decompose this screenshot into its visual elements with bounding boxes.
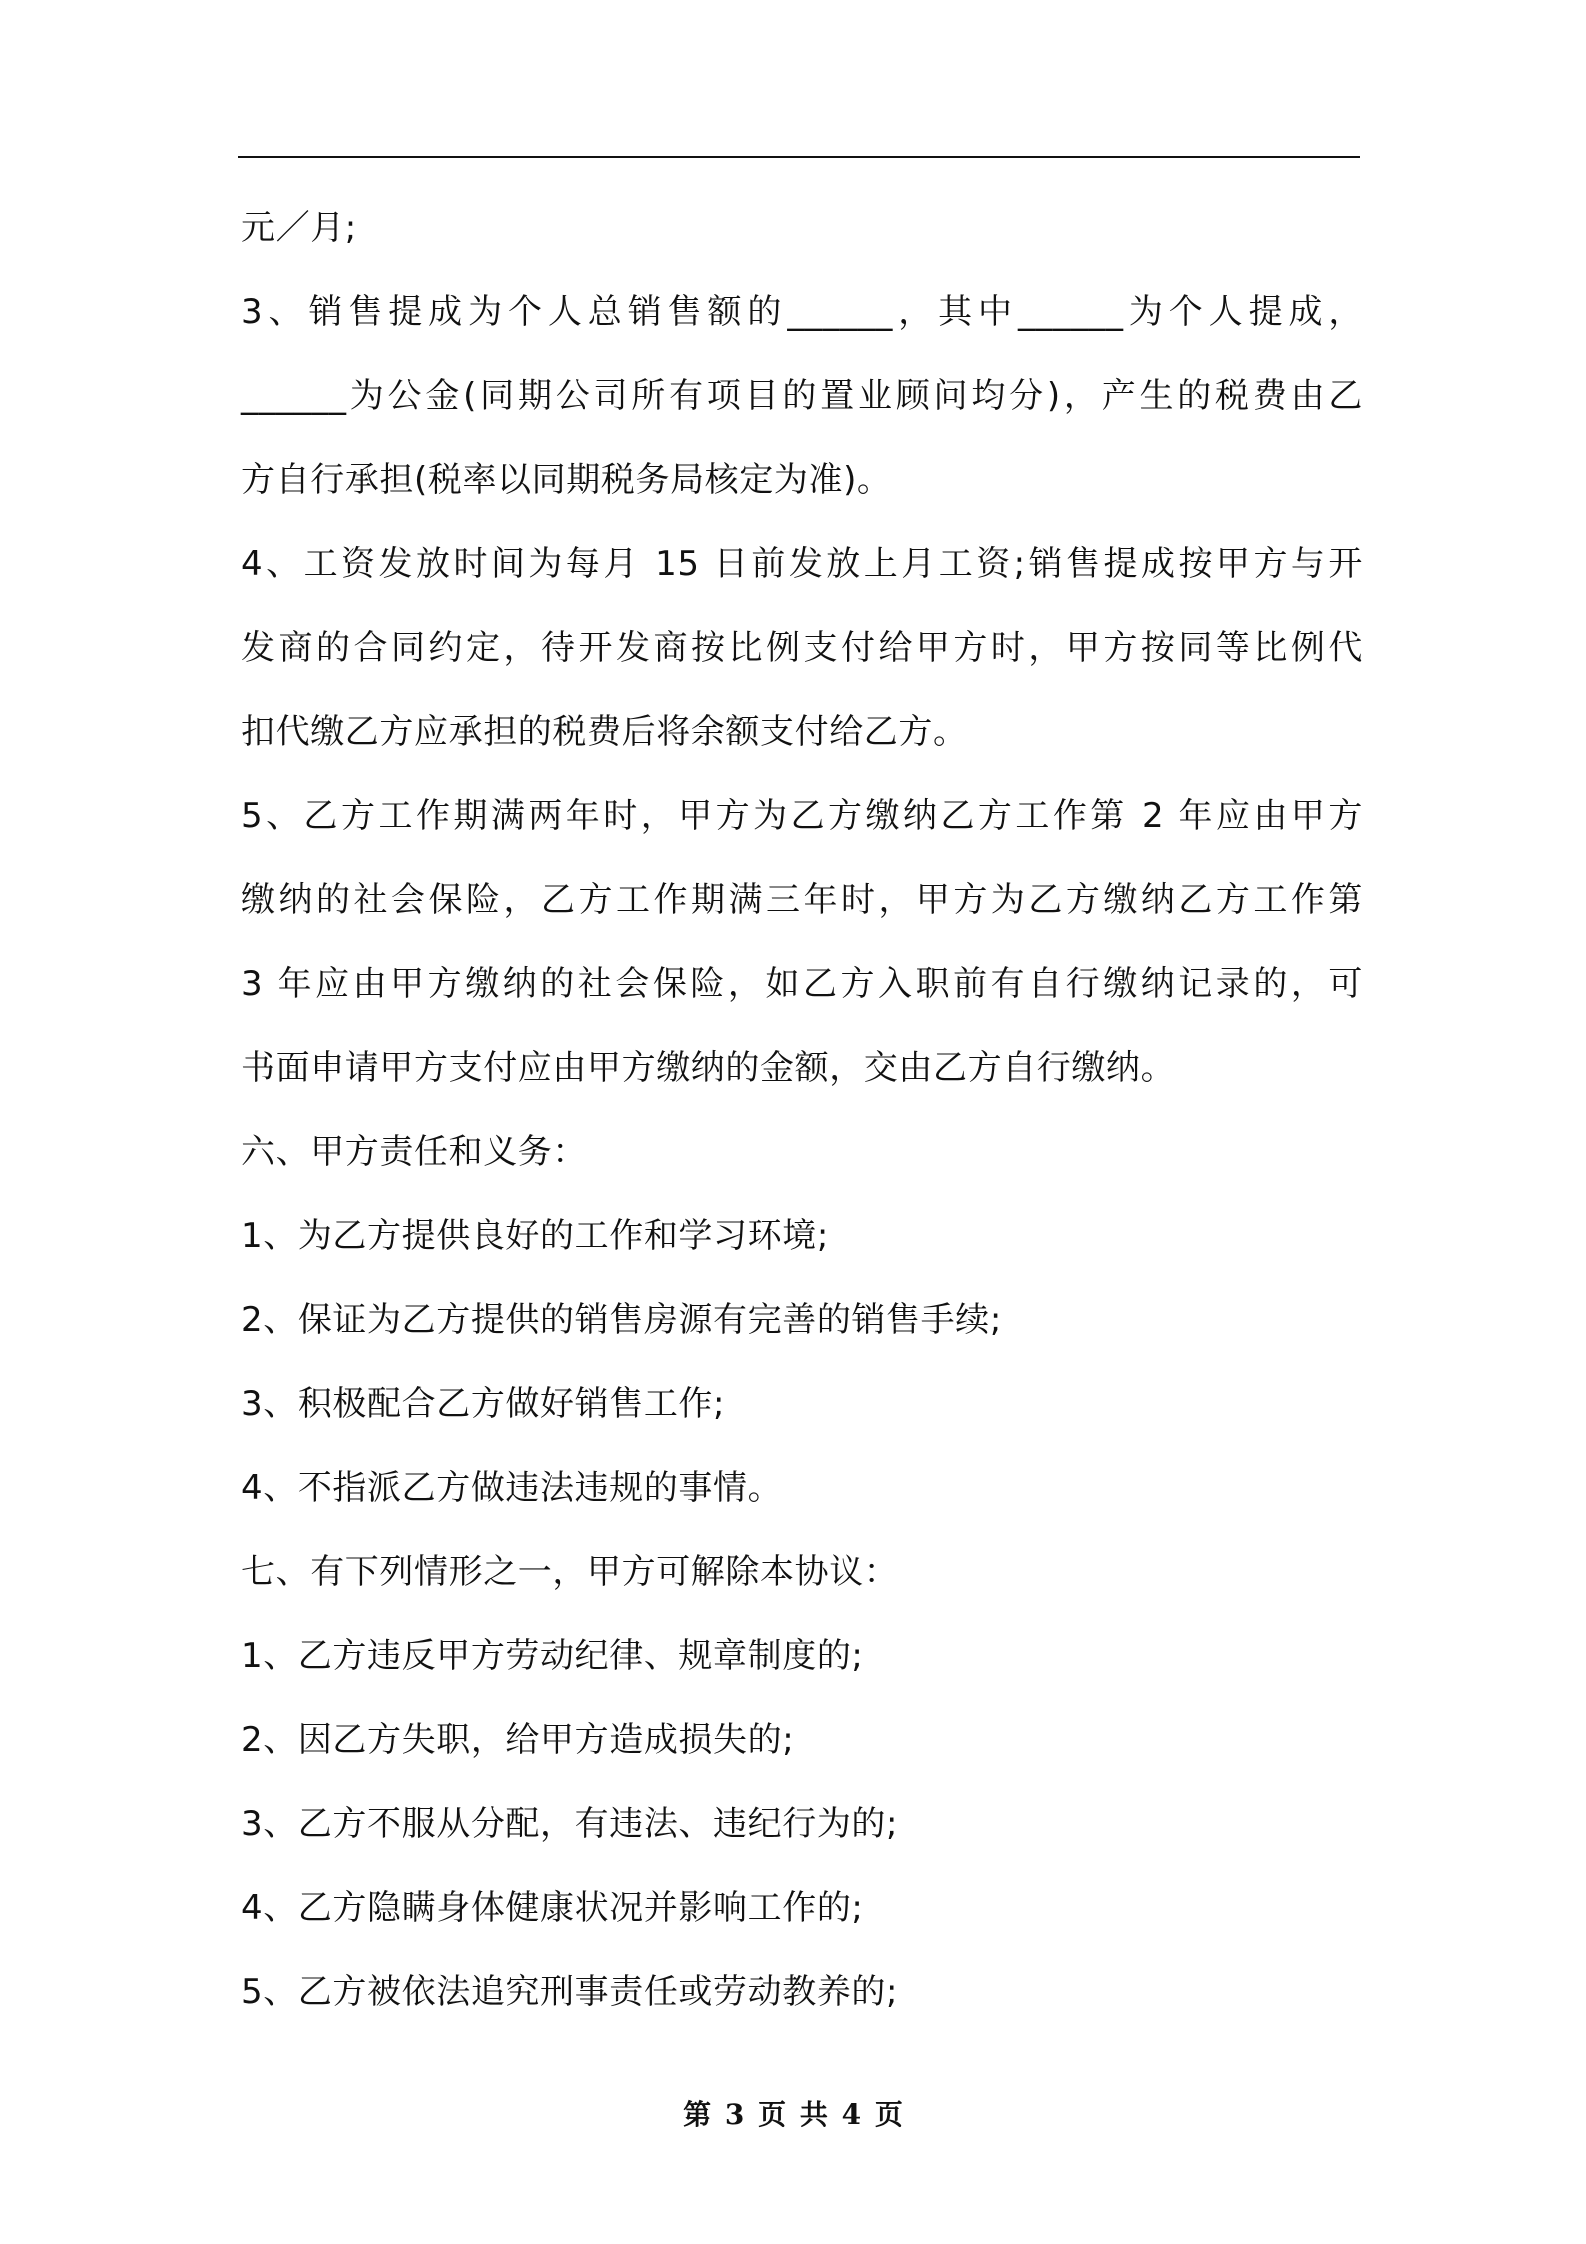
line-6: 发商的合同约定，待开发商按比例支付给甲方时，甲方按同等比例代 bbox=[241, 628, 1363, 668]
line-16: 4、不指派乙方做违法违规的事情。 bbox=[241, 1468, 783, 1508]
line-7: 扣代缴乙方应承担的税费后将余额支付给乙方。 bbox=[241, 712, 968, 752]
document-body bbox=[241, 198, 1363, 2046]
line-4: 方自行承担(税率以同期税务局核定为准)。 bbox=[241, 460, 892, 500]
line-9: 缴纳的社会保险，乙方工作期满三年时，甲方为乙方缴纳乙方工作第 bbox=[241, 880, 1363, 920]
header-rule bbox=[238, 156, 1360, 158]
line-5: 4、工资发放时间为每月 15 日前发放上月工资;销售提成按甲方与开 bbox=[241, 544, 1363, 584]
line-19: 2、因乙方失职，给甲方造成损失的; bbox=[241, 1720, 795, 1760]
line-2: 3、销售提成为个人总销售额的______，其中______为个人提成， bbox=[241, 292, 1363, 332]
line-11: 书面申请甲方支付应由甲方缴纳的金额，交由乙方自行缴纳。 bbox=[241, 1048, 1176, 1088]
line-22: 5、乙方被依法追究刑事责任或劳动教养的; bbox=[241, 1972, 899, 2012]
line-10: 3 年应由甲方缴纳的社会保险，如乙方入职前有自行缴纳记录的，可 bbox=[241, 964, 1363, 1004]
line-18: 1、乙方违反甲方劳动纪律、规章制度的; bbox=[241, 1636, 864, 1676]
line-20: 3、乙方不服从分配，有违法、违纪行为的; bbox=[241, 1804, 899, 1844]
line-12: 六、甲方责任和义务： bbox=[241, 1132, 587, 1172]
line-8: 5、乙方工作期满两年时，甲方为乙方缴纳乙方工作第 2 年应由甲方 bbox=[241, 796, 1363, 836]
line-21: 4、乙方隐瞒身体健康状况并影响工作的; bbox=[241, 1888, 864, 1928]
line-15: 3、积极配合乙方做好销售工作; bbox=[241, 1384, 726, 1424]
line-17: 七、有下列情形之一，甲方可解除本协议： bbox=[241, 1552, 899, 1592]
line-1: 元／月; bbox=[241, 208, 357, 248]
page-number: 第 3 页 共 4 页 bbox=[683, 2098, 903, 2131]
line-3: ______为公金(同期公司所有项目的置业顾问均分)，产生的税费由乙 bbox=[241, 376, 1363, 416]
line-13: 1、为乙方提供良好的工作和学习环境; bbox=[241, 1216, 829, 1256]
line-14: 2、保证为乙方提供的销售房源有完善的销售手续; bbox=[241, 1300, 1002, 1340]
